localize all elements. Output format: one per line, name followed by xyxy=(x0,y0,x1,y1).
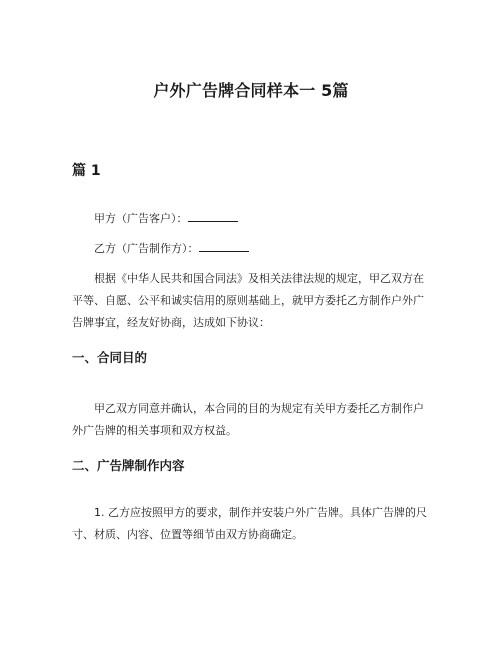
party-a-label: 甲方（广告客户）： xyxy=(94,212,188,225)
party-b-blank xyxy=(199,241,249,252)
heading-production-content: 二、广告牌制作内容 xyxy=(72,458,185,473)
intro-paragraph: 根据《中华人民共和国合同法》及相关法律法规的规定，甲乙双方在平等、自愿、公平和诚实信用的原则基础上，就甲方委托乙方制作户外广告牌事宜，经友好协商，达成如下协议： xyxy=(72,272,424,329)
party-a-line xyxy=(72,208,434,230)
party-a-blank xyxy=(188,211,238,222)
document-title: 户外广告牌合同样本一 5篇 xyxy=(153,81,349,100)
paragraph-production-content: 1. 乙方应按照甲方的要求，制作并安装户外广告牌。具体广告牌的尺寸、材质、内容、位置等细节由双方协商确定。 xyxy=(72,506,427,541)
party-b-line xyxy=(72,238,434,260)
heading-contract-purpose: 一、合同目的 xyxy=(72,350,148,365)
paragraph-contract-purpose: 甲乙双方同意并确认，本合同的目的为规定有关甲方委托乙方制作户外广告牌的相关事项和双方权益。 xyxy=(72,402,424,437)
section-label: 篇 1 xyxy=(72,163,101,179)
party-b-label: 乙方（广告制作方）： xyxy=(94,242,199,255)
